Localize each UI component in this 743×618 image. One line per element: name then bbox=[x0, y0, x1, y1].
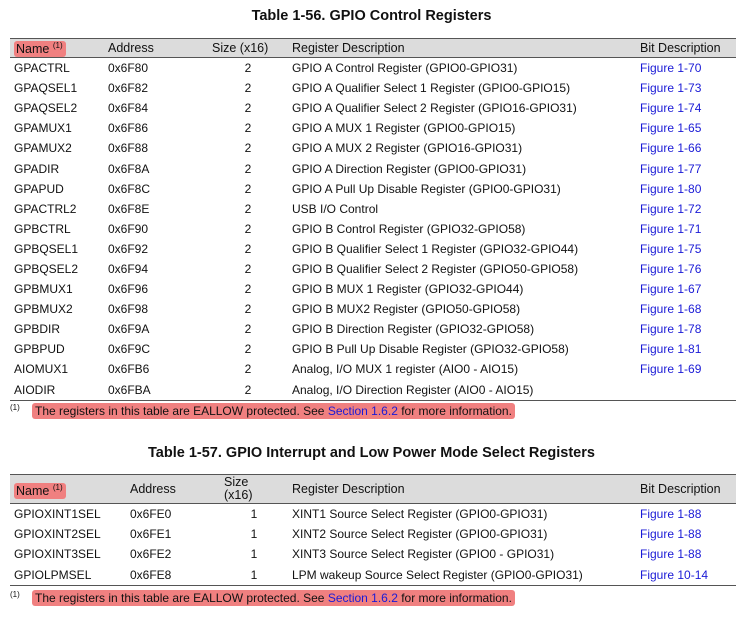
figure-link[interactable]: Figure 1-74 bbox=[640, 101, 702, 116]
description-cell: GPIO B Direction Register (GPIO32-GPIO58) bbox=[292, 322, 535, 337]
size-cell: 2 bbox=[244, 61, 252, 76]
address-cell: 0x6F96 bbox=[108, 282, 149, 297]
footnote-ref[interactable]: (1) bbox=[52, 482, 63, 492]
table-row bbox=[10, 259, 736, 279]
register-name-cell: GPBCTRL bbox=[14, 221, 71, 236]
footnote-mark: (1) bbox=[10, 589, 20, 599]
description-cell: GPIO A MUX 2 Register (GPIO16-GPIO31) bbox=[292, 141, 523, 156]
table-row bbox=[10, 299, 736, 319]
gpio-control-registers-table bbox=[10, 38, 736, 401]
table-row bbox=[10, 199, 736, 219]
size-cell: 2 bbox=[244, 81, 252, 96]
table-row bbox=[10, 118, 736, 138]
footnote-text: The registers in this table are EALLOW protected. See bbox=[35, 591, 328, 605]
table-row bbox=[10, 239, 736, 259]
address-cell: 0x6F84 bbox=[108, 101, 149, 116]
address-cell: 0x6FE1 bbox=[130, 527, 172, 542]
figure-link[interactable]: Figure 1-71 bbox=[640, 221, 702, 236]
footnote-highlight bbox=[32, 590, 515, 606]
table-row bbox=[10, 524, 736, 544]
size-cell: 2 bbox=[244, 302, 252, 317]
register-name-cell: GPAQSEL1 bbox=[14, 81, 78, 96]
table1-header-row bbox=[10, 39, 736, 58]
header-description: Register Description bbox=[288, 39, 636, 58]
figure-link[interactable]: Figure 1-88 bbox=[640, 527, 702, 542]
size-cell: 2 bbox=[244, 141, 252, 156]
header-size: Size (x16) bbox=[208, 39, 288, 58]
figure-link[interactable] bbox=[636, 380, 736, 401]
address-cell: 0x6FE0 bbox=[130, 507, 172, 522]
table-row bbox=[10, 58, 736, 79]
address-cell: 0x6FE2 bbox=[130, 547, 172, 562]
address-cell: 0x6F86 bbox=[108, 121, 149, 136]
description-cell: USB I/O Control bbox=[292, 201, 379, 216]
header-size bbox=[220, 475, 288, 504]
address-cell: 0x6FB6 bbox=[108, 362, 150, 377]
address-cell: 0x6F9A bbox=[108, 322, 150, 337]
figure-link[interactable]: Figure 1-67 bbox=[640, 282, 702, 297]
register-name-cell: GPBPUD bbox=[14, 342, 65, 357]
table2-header-row bbox=[10, 475, 736, 504]
figure-link[interactable]: Figure 1-65 bbox=[640, 121, 702, 136]
address-cell: 0x6F90 bbox=[108, 221, 149, 236]
header-address: Address bbox=[126, 475, 220, 504]
header-size-line1: Size bbox=[224, 475, 249, 489]
register-name-cell: GPIOXINT2SEL bbox=[14, 527, 101, 542]
register-name-cell: GPBQSEL1 bbox=[14, 241, 79, 256]
figure-link[interactable]: Figure 1-68 bbox=[640, 302, 702, 317]
footnote-text-end: for more information. bbox=[397, 591, 512, 605]
table-row bbox=[10, 544, 736, 564]
name-highlight bbox=[14, 41, 66, 57]
header-name bbox=[10, 475, 126, 504]
header-name-label: Name bbox=[16, 483, 50, 498]
table-row bbox=[10, 504, 736, 525]
size-cell: 1 bbox=[250, 547, 258, 562]
register-name-cell: GPAPUD bbox=[14, 181, 64, 196]
size-cell: 2 bbox=[244, 201, 252, 216]
size-cell: 2 bbox=[244, 261, 252, 276]
description-cell: GPIO A Qualifier Select 2 Register (GPIO16-GPIO31) bbox=[292, 101, 577, 116]
size-cell: 2 bbox=[244, 101, 252, 116]
table-row bbox=[10, 339, 736, 359]
figure-link[interactable]: Figure 1-88 bbox=[640, 507, 702, 522]
size-cell: 2 bbox=[244, 362, 252, 377]
name-highlight bbox=[14, 483, 66, 499]
address-cell: 0x6F94 bbox=[108, 261, 149, 276]
table-row bbox=[10, 319, 736, 339]
figure-link[interactable]: Figure 1-73 bbox=[640, 81, 702, 96]
register-name-cell: GPACTRL bbox=[14, 61, 70, 76]
footnote-ref[interactable]: (1) bbox=[52, 40, 63, 50]
register-name-cell: GPAQSEL2 bbox=[14, 101, 78, 116]
size-cell: 2 bbox=[244, 121, 252, 136]
section-link[interactable]: Section 1.6.2 bbox=[327, 404, 398, 418]
table2-title: Table 1-57. GPIO Interrupt and Low Power Mode Select Registers bbox=[148, 445, 595, 461]
description-cell: XINT1 Source Select Register (GPIO0-GPIO31) bbox=[292, 507, 548, 522]
register-name-cell: AIOMUX1 bbox=[14, 362, 69, 377]
register-name-cell: GPBMUX1 bbox=[14, 282, 73, 297]
register-name-cell: GPAMUX1 bbox=[14, 121, 72, 136]
description-cell: GPIO B Qualifier Select 2 Register (GPIO50-GPIO58) bbox=[292, 261, 579, 276]
description-cell: XINT2 Source Select Register (GPIO0-GPIO31) bbox=[292, 527, 548, 542]
figure-link[interactable]: Figure 1-70 bbox=[640, 61, 702, 76]
address-cell: 0x6F8C bbox=[108, 181, 151, 196]
description-cell: Analog, I/O MUX 1 register (AIO0 - AIO15) bbox=[292, 362, 519, 377]
address-cell: 0x6F92 bbox=[108, 241, 149, 256]
table-row bbox=[10, 359, 736, 379]
gpio-interrupt-lpm-registers-table bbox=[10, 474, 736, 586]
description-cell: GPIO B Qualifier Select 1 Register (GPIO32-GPIO44) bbox=[292, 241, 579, 256]
table-row bbox=[10, 179, 736, 199]
description-cell: LPM wakeup Source Select Register (GPIO0-GPIO31) bbox=[288, 565, 636, 586]
header-name-label: Name bbox=[16, 41, 50, 56]
register-name-cell: GPIOXINT1SEL bbox=[14, 507, 101, 522]
address-cell: 0x6FE8 bbox=[126, 565, 220, 586]
table-row bbox=[10, 565, 736, 586]
table1-title: Table 1-56. GPIO Control Registers bbox=[251, 8, 492, 24]
table-row bbox=[10, 138, 736, 158]
table-row bbox=[10, 380, 736, 401]
size-cell: 2 bbox=[244, 221, 252, 236]
figure-link[interactable]: Figure 1-69 bbox=[640, 362, 702, 377]
register-name-cell: GPBQSEL2 bbox=[14, 261, 79, 276]
table-row bbox=[10, 219, 736, 239]
table-row bbox=[10, 98, 736, 118]
header-bit-description: Bit Description bbox=[636, 475, 736, 504]
register-name-cell: GPBDIR bbox=[14, 322, 61, 337]
description-cell: GPIO A MUX 1 Register (GPIO0-GPIO15) bbox=[292, 121, 516, 136]
figure-link[interactable]: Figure 1-88 bbox=[640, 547, 702, 562]
address-cell: 0x6F9C bbox=[108, 342, 151, 357]
header-bit-description: Bit Description bbox=[636, 39, 736, 58]
size-cell: 2 bbox=[244, 342, 252, 357]
register-name-cell: GPADIR bbox=[14, 161, 60, 176]
description-cell: GPIO A Pull Up Disable Register (GPIO0-GPIO31) bbox=[292, 181, 561, 196]
register-name-cell: GPACTRL2 bbox=[14, 201, 77, 216]
figure-link[interactable]: Figure 1-76 bbox=[640, 261, 702, 276]
description-cell: GPIO B MUX 1 Register (GPIO32-GPIO44) bbox=[292, 282, 524, 297]
description-cell: XINT3 Source Select Register (GPIO0 - GPIO31) bbox=[292, 547, 555, 562]
register-name-cell: GPBMUX2 bbox=[14, 302, 73, 317]
table-row bbox=[10, 158, 736, 178]
figure-link[interactable]: Figure 1-75 bbox=[640, 241, 702, 256]
table-row bbox=[10, 78, 736, 98]
table-row bbox=[10, 279, 736, 299]
address-cell: 0x6FBA bbox=[104, 380, 208, 401]
register-name-cell: GPAMUX2 bbox=[14, 141, 72, 156]
figure-link[interactable]: Figure 1-72 bbox=[640, 201, 702, 216]
description-cell: GPIO A Control Register (GPIO0-GPIO31) bbox=[292, 61, 518, 76]
header-name bbox=[10, 39, 104, 58]
size-cell: 2 bbox=[244, 181, 252, 196]
size-cell: 2 bbox=[244, 241, 252, 256]
address-cell: 0x6F88 bbox=[108, 141, 149, 156]
register-name-cell: GPIOXINT3SEL bbox=[14, 547, 101, 562]
header-description: Register Description bbox=[288, 475, 636, 504]
description-cell: GPIO B MUX2 Register (GPIO50-GPIO58) bbox=[292, 302, 521, 317]
figure-link[interactable]: Figure 1-77 bbox=[640, 161, 702, 176]
address-cell: 0x6F8E bbox=[108, 201, 150, 216]
size-cell: 2 bbox=[244, 282, 252, 297]
size-cell: 2 bbox=[244, 322, 252, 337]
table1-footnote bbox=[10, 403, 515, 419]
description-cell: Analog, I/O Direction Register (AIO0 - AIO15) bbox=[288, 380, 636, 401]
size-cell: 2 bbox=[208, 380, 288, 401]
address-cell: 0x6F82 bbox=[108, 81, 149, 96]
size-cell: 1 bbox=[250, 507, 258, 522]
table2-footnote bbox=[10, 590, 515, 606]
address-cell: 0x6F8A bbox=[108, 161, 150, 176]
footnote-mark: (1) bbox=[10, 402, 20, 412]
figure-link[interactable]: Figure 10-14 bbox=[636, 565, 736, 586]
figure-link[interactable]: Figure 1-66 bbox=[640, 141, 702, 156]
figure-link[interactable]: Figure 1-80 bbox=[640, 181, 702, 196]
footnote-highlight bbox=[32, 403, 515, 419]
size-cell: 1 bbox=[220, 565, 288, 586]
description-cell: GPIO A Direction Register (GPIO0-GPIO31) bbox=[292, 161, 527, 176]
footnote-text-end: for more information. bbox=[397, 404, 512, 418]
register-name-cell: GPIOLPMSEL bbox=[10, 565, 126, 586]
size-cell: 2 bbox=[244, 161, 252, 176]
description-cell: GPIO B Control Register (GPIO32-GPIO58) bbox=[292, 221, 526, 236]
section-link[interactable]: Section 1.6.2 bbox=[327, 591, 398, 605]
figure-link[interactable]: Figure 1-78 bbox=[640, 322, 702, 337]
header-address: Address bbox=[104, 39, 208, 58]
header-size-line2: (x16) bbox=[224, 488, 253, 502]
description-cell: GPIO B Pull Up Disable Register (GPIO32-GPIO58) bbox=[292, 342, 569, 357]
description-cell: GPIO A Qualifier Select 1 Register (GPIO0-GPIO15) bbox=[292, 81, 571, 96]
address-cell: 0x6F80 bbox=[108, 61, 149, 76]
register-name-cell: AIODIR bbox=[10, 380, 104, 401]
footnote-text: The registers in this table are EALLOW protected. See bbox=[35, 404, 328, 418]
size-cell: 1 bbox=[250, 527, 258, 542]
figure-link[interactable]: Figure 1-81 bbox=[640, 342, 702, 357]
address-cell: 0x6F98 bbox=[108, 302, 149, 317]
